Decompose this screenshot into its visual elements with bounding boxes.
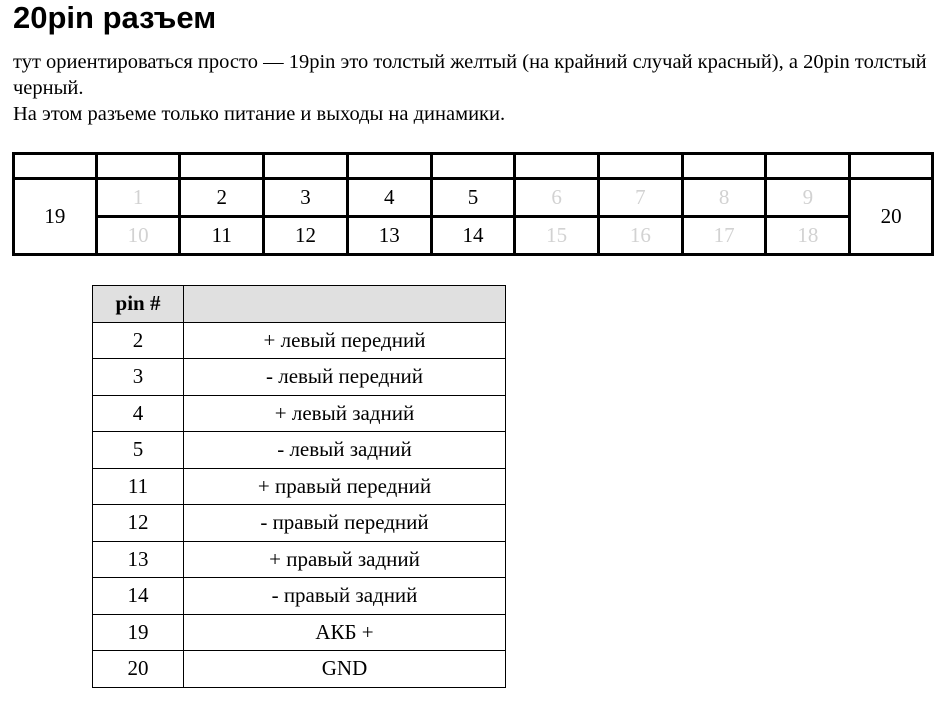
pin-number: 4 xyxy=(93,395,184,432)
connector-pin-14: 14 xyxy=(431,217,515,255)
table-row xyxy=(93,395,506,432)
pin-function: + правый задний xyxy=(184,541,506,578)
connector-pin-11: 11 xyxy=(180,217,264,255)
table-row xyxy=(93,359,506,396)
description xyxy=(13,49,933,127)
connector-pin-13: 13 xyxy=(347,217,431,255)
connector-pin-16: 16 xyxy=(599,217,683,255)
table-row xyxy=(93,578,506,615)
connector-spacer-cell xyxy=(96,154,180,179)
connector-pin-9: 9 xyxy=(766,179,850,217)
connector-pin-2: 2 xyxy=(180,179,264,217)
connector-spacer-cell xyxy=(180,154,264,179)
connector-spacer-cell xyxy=(14,154,97,179)
pin-number: 13 xyxy=(93,541,184,578)
pin-function: GND xyxy=(184,651,506,688)
table-row xyxy=(93,614,506,651)
connector-spacer-cell xyxy=(431,154,515,179)
connector-pin-18: 18 xyxy=(766,217,850,255)
connector-pin-7: 7 xyxy=(599,179,683,217)
description-line: тут ориентироваться просто — 19pin это толстый желтый (на крайний случай красный), а 20pin толстый черный. xyxy=(13,51,927,99)
pinout-table xyxy=(92,285,506,688)
connector-pin-4: 4 xyxy=(347,179,431,217)
pin-function: - правый задний xyxy=(184,578,506,615)
pin-number: 11 xyxy=(93,468,184,505)
description-line: На этом разъеме только питание и выходы на динамики. xyxy=(13,103,506,125)
connector-diagram xyxy=(12,152,934,256)
pinout-header-pin: pin # xyxy=(93,286,184,323)
connector-spacer-cell xyxy=(850,154,933,179)
connector-spacer-cell xyxy=(682,154,766,179)
pin-number: 5 xyxy=(93,432,184,469)
page-title: 20pin разъем xyxy=(13,0,217,35)
table-row xyxy=(93,505,506,542)
connector-pin-8: 8 xyxy=(682,179,766,217)
pin-number: 20 xyxy=(93,651,184,688)
connector-pin-17: 17 xyxy=(682,217,766,255)
connector-pin-10: 10 xyxy=(96,217,180,255)
pinout-header-row xyxy=(93,286,506,323)
connector-pin-12: 12 xyxy=(264,217,348,255)
connector-pin-5: 5 xyxy=(431,179,515,217)
pin-number: 2 xyxy=(93,322,184,359)
connector-spacer-cell xyxy=(515,154,599,179)
connector-pin-3: 3 xyxy=(264,179,348,217)
pin-function: - правый передний xyxy=(184,505,506,542)
pin-number: 14 xyxy=(93,578,184,615)
connector-pin-6: 6 xyxy=(515,179,599,217)
pinout-header-function xyxy=(184,286,506,323)
pin-function: АКБ + xyxy=(184,614,506,651)
connector-pin-1: 1 xyxy=(96,179,180,217)
connector-pin-19: 19 xyxy=(14,179,97,255)
connector-spacer-cell xyxy=(264,154,348,179)
pin-number: 3 xyxy=(93,359,184,396)
table-row xyxy=(93,322,506,359)
pin-function: + правый передний xyxy=(184,468,506,505)
pin-function: - левый передний xyxy=(184,359,506,396)
pin-function: - левый задний xyxy=(184,432,506,469)
connector-spacer-cell xyxy=(347,154,431,179)
pin-function: + левый передний xyxy=(184,322,506,359)
connector-spacer-cell xyxy=(599,154,683,179)
pin-function: + левый задний xyxy=(184,395,506,432)
pin-number: 12 xyxy=(93,505,184,542)
connector-pin-20: 20 xyxy=(850,179,933,255)
table-row xyxy=(93,651,506,688)
connector-spacer-cell xyxy=(766,154,850,179)
table-row xyxy=(93,541,506,578)
table-row xyxy=(93,468,506,505)
pin-number: 19 xyxy=(93,614,184,651)
table-row xyxy=(93,432,506,469)
connector-pin-15: 15 xyxy=(515,217,599,255)
